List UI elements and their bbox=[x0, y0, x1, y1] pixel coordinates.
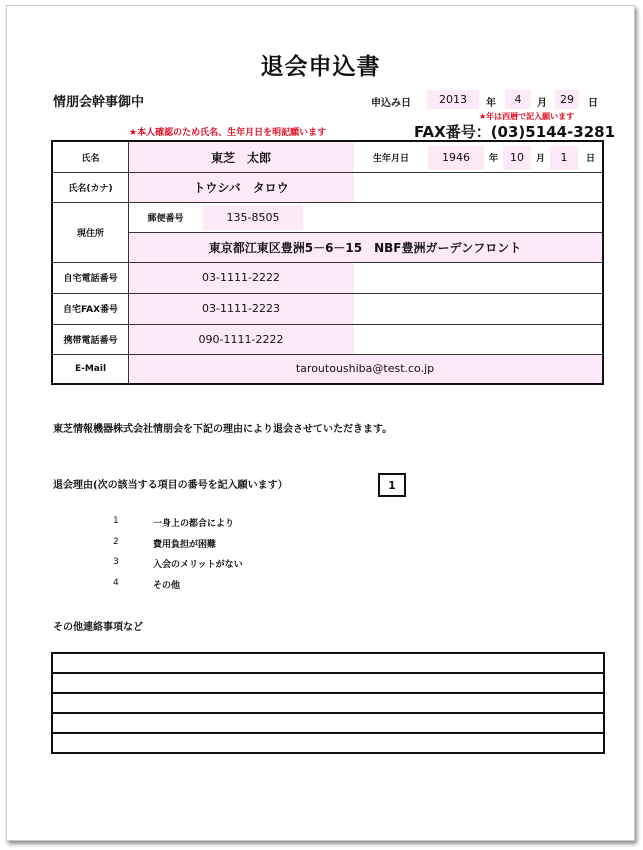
kana-field[interactable]: トウシバ タロウ bbox=[193, 180, 289, 195]
address-field[interactable]: 東京都江東区豊洲5－6－15 NBF豊洲ガーデンフロント bbox=[208, 240, 522, 255]
home-fax-label: 自宅FAX番号 bbox=[62, 305, 119, 315]
reason-option-text: 入会のメリットがない bbox=[153, 560, 243, 570]
reason-answer-box[interactable]: 1 bbox=[378, 473, 406, 497]
reason-label: 退会理由(次の該当する項目の番号を記入願います） bbox=[53, 480, 288, 491]
withdrawal-statement: 東芝情報機器株式会社情朋会を下記の理由により退会させていただきます。 bbox=[53, 424, 393, 435]
mobile-phone-label: 携帯電話番号 bbox=[63, 335, 118, 346]
reason-option-text: 費用負担が困難 bbox=[153, 539, 217, 550]
email-label: E-Mail bbox=[74, 363, 107, 374]
reason-option-number: 4 bbox=[113, 577, 119, 588]
name-label: 氏名 bbox=[81, 153, 100, 164]
reason-option-number: 3 bbox=[113, 557, 119, 567]
mobile-phone-field[interactable]: 090-1111-2222 bbox=[198, 332, 284, 346]
birth-day-unit: 日 bbox=[585, 153, 595, 164]
application-year: 2013 bbox=[427, 90, 479, 109]
home-fax-field[interactable]: 03-1111-2223 bbox=[202, 302, 280, 315]
home-phone-label: 自宅電話番号 bbox=[63, 274, 118, 284]
form-page bbox=[6, 5, 635, 841]
birthdate-label: 生年月日 bbox=[372, 153, 409, 164]
birth-year-unit: 年 bbox=[488, 153, 498, 164]
kana-label: 氏名(カナ) bbox=[68, 183, 113, 194]
birth-month-unit: 月 bbox=[535, 153, 545, 164]
fax-number: FAX番号：(03)5144-3281 bbox=[414, 123, 616, 141]
home-phone-field[interactable]: 03-1111-2222 bbox=[202, 271, 280, 284]
address-label: 現住所 bbox=[76, 228, 104, 239]
application-month: 4 bbox=[505, 90, 531, 109]
reason-option-text: その他 bbox=[153, 580, 181, 591]
application-month-unit: 月 bbox=[537, 98, 547, 109]
western-year-note: ★年は西暦で記入願います bbox=[479, 112, 575, 121]
postal-code-label: 郵便番号 bbox=[147, 213, 184, 224]
reason-option-text: 一身上の都合により bbox=[153, 519, 235, 529]
member-info-table bbox=[51, 140, 604, 385]
other-notes-label: その他連絡事項など bbox=[53, 622, 143, 633]
identity-note: ★本人確認のため氏名、生年月日を明記願います bbox=[129, 128, 327, 138]
other-notes-box[interactable] bbox=[51, 652, 605, 754]
birth-year-field[interactable]: 1946 bbox=[442, 150, 470, 164]
application-day: 29 bbox=[555, 90, 579, 109]
application-date-label: 申込み日 bbox=[371, 98, 411, 109]
name-field[interactable]: 東芝 太郎 bbox=[210, 150, 271, 165]
document-title: 退会申込書 bbox=[260, 54, 381, 80]
birth-day-field[interactable]: 1 bbox=[560, 150, 568, 164]
reason-option-number: 1 bbox=[113, 516, 119, 526]
application-year-unit: 年 bbox=[486, 98, 496, 109]
addressee: 情朋会幹事御中 bbox=[53, 95, 145, 110]
application-day-unit: 日 bbox=[588, 98, 598, 109]
email-field[interactable]: taroutoushiba@test.co.jp bbox=[295, 362, 435, 375]
postal-code-field[interactable]: 135-8505 bbox=[226, 210, 280, 224]
reason-option-number: 2 bbox=[113, 536, 119, 547]
birth-month-field[interactable]: 10 bbox=[510, 150, 524, 164]
